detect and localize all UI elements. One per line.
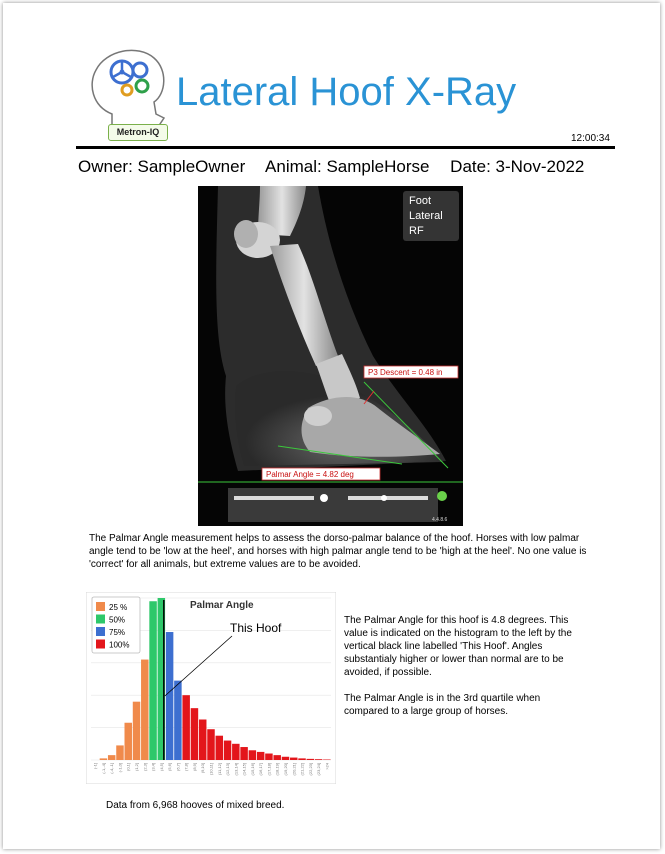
date-text: Date: 3-Nov-2022 <box>450 157 585 176</box>
x-tick-label: (3,4] <box>150 763 156 772</box>
x-tick-label: (-1] <box>92 763 98 769</box>
x-tick-label: (13,14] <box>233 763 239 776</box>
x-tick-label: (-1,-4] <box>100 763 106 774</box>
histogram-bar <box>257 752 264 760</box>
view-line: Foot <box>409 195 432 207</box>
x-tick-label: (8,9] <box>191 763 197 772</box>
x-tick-label: (14,15] <box>241 763 247 776</box>
view-line: RF <box>409 225 424 237</box>
x-tick-label: (7,8] <box>183 763 189 772</box>
histogram-bar <box>133 702 140 760</box>
owner-text: Owner: SampleOwner <box>78 157 246 176</box>
histogram-bar <box>273 755 280 760</box>
histogram-bar <box>207 729 214 760</box>
data-source-note: Data from 6,968 hooves of mixed breed. <box>106 800 285 811</box>
p3-descent-label: P3 Descent = 0.48 in <box>368 368 443 377</box>
x-tick-label: (9,10] <box>200 763 206 774</box>
histogram-bar <box>216 736 223 760</box>
palmar-angle-histogram <box>86 592 336 784</box>
histogram-bar <box>191 708 198 760</box>
histogram-bar <box>166 632 173 760</box>
histogram-bar <box>141 660 148 760</box>
x-tick-label: (20,21] <box>291 763 297 776</box>
legend-swatch <box>96 615 105 624</box>
histogram-bar <box>116 745 123 760</box>
x-tick-label: (18,19] <box>274 763 280 776</box>
x-tick-label: (-4,-1] <box>109 763 115 774</box>
x-tick-label: (17,18] <box>266 763 272 776</box>
histogram-bar <box>224 741 231 760</box>
histogram-bar <box>125 723 132 760</box>
palmar-angle-label: Palmar Angle = 4.82 deg <box>266 470 354 479</box>
histogram-bar <box>182 695 189 760</box>
xray-image <box>198 186 463 526</box>
page-title: Lateral Hoof X-Ray <box>176 70 517 114</box>
animal-text: Animal: SampleHorse <box>265 157 430 176</box>
x-tick-label: >24 <box>324 763 330 770</box>
report-time: 12:00:34 <box>571 133 610 144</box>
histogram-bar <box>232 744 239 760</box>
histogram-bar <box>149 601 156 760</box>
this-hoof-label: This Hoof <box>230 621 282 635</box>
info-line <box>78 157 598 177</box>
legend-label: 50% <box>109 615 126 625</box>
x-tick-label: (2,3] <box>142 763 148 772</box>
legend-label: 75% <box>109 628 126 637</box>
x-tick-label: (-1,0] <box>117 763 123 773</box>
scale-label: 4.4.8.6 <box>432 517 448 523</box>
x-tick-label: (11,12] <box>216 763 222 776</box>
x-tick-label: (4,5] <box>158 763 164 772</box>
description-paragraph: The Palmar Angle is in the 3rd quartile when compared to a large group of horses. <box>344 693 541 717</box>
x-tick-label: (6,7] <box>175 763 181 772</box>
x-tick-label: (16,17] <box>258 763 264 776</box>
histogram-bar <box>108 755 115 760</box>
view-line: Lateral <box>409 210 443 222</box>
histogram-bar <box>240 747 247 760</box>
result-description <box>344 614 584 731</box>
header-divider <box>76 146 615 149</box>
legend-label: 25 % <box>109 603 128 612</box>
x-tick-label: (1,2] <box>134 763 140 772</box>
histogram-bar <box>315 759 322 760</box>
histogram-bar <box>199 720 206 761</box>
histogram-bar <box>298 758 305 760</box>
x-tick-label: (12,13] <box>225 763 231 776</box>
logo-label: Metron-IQ <box>108 124 168 141</box>
x-tick-label: (23,24] <box>316 763 322 776</box>
x-tick-label: (10,11] <box>208 763 214 776</box>
x-tick-label: (22,23] <box>307 763 313 776</box>
legend-label: 100% <box>109 640 130 650</box>
explanation-paragraph: The Palmar Angle measurement helps to assess the dorso-palmar balance of the hoof. Horses with low palmar angle tend to be 'low at the heel', and horses with high palmar angle tend to be 'high at the heel'. No one value is 'correct' for all animals, but extreme values are to be avoided. <box>89 533 587 570</box>
x-tick-label: (21,22] <box>299 763 305 776</box>
histogram-bar <box>100 758 107 760</box>
histogram-bar <box>282 757 289 760</box>
x-tick-label: (15,16] <box>249 763 255 776</box>
histogram-bar <box>265 754 272 760</box>
chart-title: Palmar Angle <box>190 600 254 611</box>
x-tick-label: (0,1] <box>125 763 131 772</box>
x-tick-label: (19,20] <box>282 763 288 776</box>
legend-swatch <box>96 640 105 649</box>
histogram-bar <box>307 759 314 760</box>
histogram-bar <box>249 750 256 760</box>
description-paragraph: The Palmar Angle for this hoof is 4.8 degrees. This value is indicated on the histogram to the left by the vertical black line labelled 'This Hoof'. Angles substantialy higher or lower than normal are to be avoided, if possible. <box>344 615 572 678</box>
x-tick-label: (5,6] <box>167 763 173 772</box>
legend-swatch <box>96 627 105 636</box>
histogram-bar <box>174 681 181 760</box>
histogram-bar <box>290 758 297 760</box>
legend-swatch <box>96 602 105 611</box>
